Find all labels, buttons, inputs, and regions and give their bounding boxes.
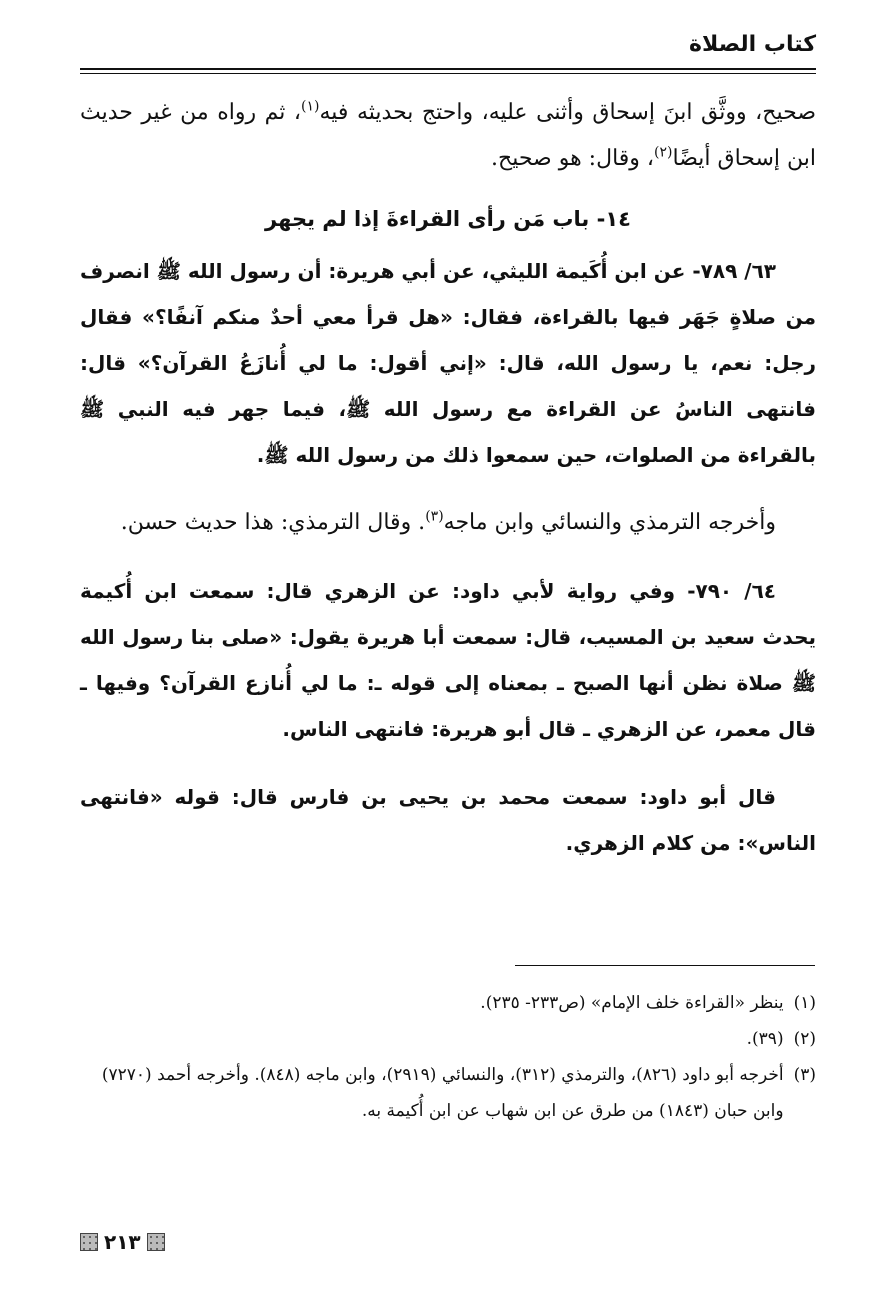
main-text: [80, 90, 816, 866]
hadith-789: ٦٣/ ٧٨٩- عن ابن أُكَيمة الليثي، عن أبي هريرة: أن رسول الله ﷺ انصرف من صلاةٍ جَهَر فيها بالقراءة، فقال: «هل قرأ معي أحدٌ منكم آنفًا؟» فقال رجل: نعم، يا رسول الله، قال: «إني أقول: ما لي أُنازَعُ القرآن؟» قال: فانتهى الناسُ عن القراءة مع رسول الله ﷺ، فيما جهر فيه النبي ﷺ بالقراءة من الصلوات، حين سمعوا ذلك من رسول الله ﷺ.: [80, 259, 816, 467]
hadith-790: ٦٤/ ٧٩٠- وفي رواية لأبي داود: عن الزهري قال: سمعت ابن أُكيمة يحدث سعيد بن المسيب، قال: سمعت أبا هريرة يقول: «صلى بنا رسول الله ﷺ صلاة نظن أنها الصبح ـ بمعناه إلى قوله ـ: ما لي أُنازع القرآن؟ وفيها ـ قال معمر، عن الزهري ـ قال أبو هريرة: فانتهى الناس.: [80, 579, 816, 741]
footnote-ref-3: (٣): [425, 508, 444, 525]
footnotes: [80, 985, 816, 1129]
book-section-title: كتاب الصلاة: [689, 32, 816, 57]
intro-paragraph: [80, 90, 816, 182]
footnote-item: [80, 1021, 816, 1057]
ornament-icon: [147, 1233, 165, 1251]
footnote-item: [80, 1057, 816, 1129]
footnote-text: أخرجه أبو داود (٨٢٦)، والترمذي (٣١٢)، والنسائي (٢٩١٩)، وابن ماجه (٨٤٨). وأخرجه أحمد (٧٢٧٠) وابن حبان (١٨٤٣) من طرق عن ابن شهاب عن ابن أُكيمة به.: [101, 1065, 784, 1121]
footnote-number: (١): [793, 993, 816, 1013]
intro-text-2: ، ثم رواه من غير حديث ابن إسحاق أيضًا: [80, 100, 816, 171]
takhrij-text: وأخرجه الترمذي والنسائي وابن ماجه: [443, 510, 776, 535]
abu-dawud-note: قال أبو داود: سمعت محمد بن يحيى بن فارس قال: قوله «فانتهى الناس»: من كلام الزهري.: [80, 785, 816, 855]
intro-text-3: ، وقال: هو صحيح.: [491, 146, 655, 171]
running-header: [80, 28, 816, 62]
header-rule-thick: [80, 68, 816, 70]
page-number: ٢١٣: [104, 1230, 141, 1254]
header-rule-thin: [80, 73, 816, 74]
footnote-text: (٣٩).: [746, 1029, 784, 1049]
takhrij-text-2: . وقال الترمذي: هذا حديث حسن.: [120, 510, 426, 535]
ornament-icon: [80, 1233, 98, 1251]
takhrij-paragraph: [80, 500, 816, 546]
footnote-item: [80, 985, 816, 1021]
footnote-ref-2: (٢): [654, 144, 673, 161]
footnote-separator: [515, 965, 815, 966]
footnote-number: (٢): [793, 1029, 816, 1049]
footnote-ref-1: (١): [301, 98, 320, 115]
footnote-text: ينظر «القراءة خلف الإمام» (ص٢٣٣- ٢٣٥).: [480, 993, 784, 1013]
intro-text: صحيح، ووثَّق ابنَ إسحاق وأثنى عليه، واحتج بحديثه فيه: [319, 100, 817, 125]
page-number-block: [80, 1230, 165, 1254]
footnote-number: (٣): [793, 1065, 816, 1085]
chapter-heading: ١٤- باب مَن رأى القراءةَ إذا لم يجهر: [265, 207, 631, 231]
